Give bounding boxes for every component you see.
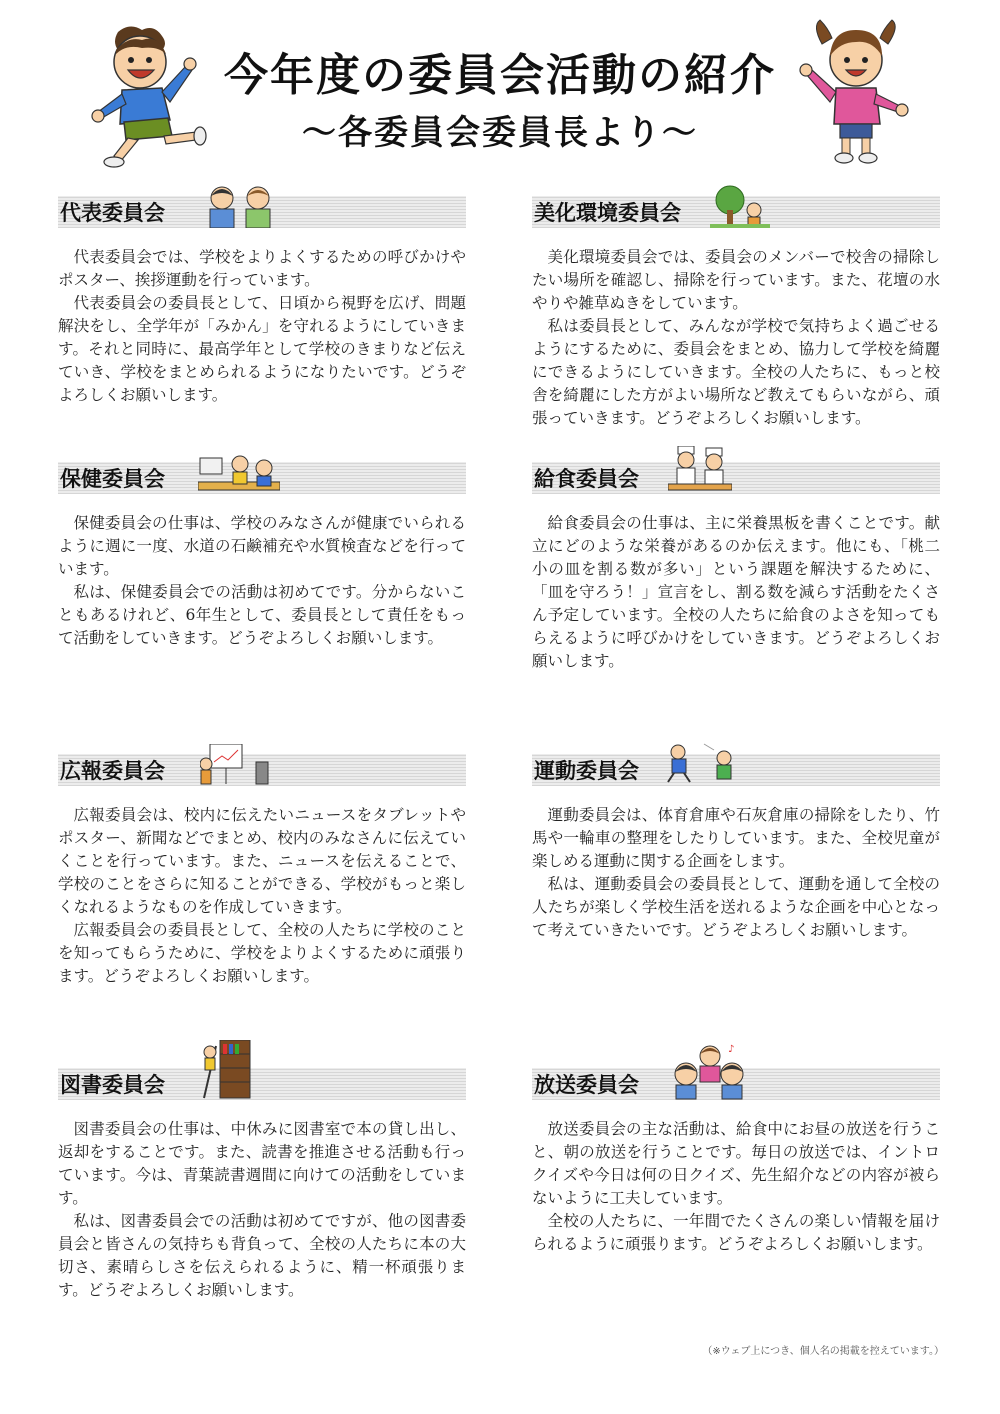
paragraph: 全校の人たちに、一年間でたくさんの楽しい情報を届けられるように頑張ります。どうぞよろしくお願いします。 <box>532 1212 940 1253</box>
paragraph: 代表委員会では、学校をよりよくするための呼びかけやポスター、挨拶運動を行っています。 <box>58 248 466 289</box>
section-daihyo <box>58 196 466 407</box>
section-title: 保健委員会 <box>60 467 165 491</box>
tree-and-child-icon <box>710 184 770 228</box>
section-body <box>532 246 940 430</box>
section-header <box>532 1044 940 1100</box>
presentation-board-icon <box>200 744 270 786</box>
paragraph: 保健委員会の仕事は、学校のみなさんが健康でいられるように週に一度、水道の石鹸補充や水質検査などを行っています。 <box>58 514 466 578</box>
paragraph: 広報委員会は、校内に伝えたいニュースをタブレットやポスター、新聞などでまとめ、校内のみなさんに伝えていくことを行っています。また、ニュースを伝えることで、学校のことをさらに知ることができる、学校がもっと楽しくなれるようなものを作成していきます。 <box>58 806 466 916</box>
section-title: 給食委員会 <box>534 467 639 491</box>
section-koho <box>58 754 466 988</box>
jumping-kids-icon <box>664 742 740 786</box>
footnote: （※ウェブ上につき、個人名の掲載を控えています。） <box>702 1346 944 1357</box>
section-undo <box>532 754 940 942</box>
paragraph: 給食委員会の仕事は、主に栄養黒板を書くことです。献立にどのような栄養があるのか伝えます。他にも、「桃二小の皿を割る数が多い」という課題を解決するために、「皿を守ろう！」宣言をし、割る数を減らす活動をたくさん予定しています。全校の人たちに給食のよさを知ってもらえるように呼びかけをしていきます。どうぞよろしくお願いします。 <box>532 514 940 670</box>
section-header <box>58 196 466 228</box>
section-hoso <box>532 1044 940 1256</box>
paragraph: 図書委員会の仕事は、中休みに図書室で本の貸し出し、返却をすることです。また、読書を推進させる活動も行っています。今は、青葉読書週間に向けての活動をしています。 <box>58 1120 466 1207</box>
section-body <box>58 246 466 407</box>
section-title: 運動委員会 <box>534 759 639 783</box>
paragraph: 運動委員会は、体育倉庫や石灰倉庫の掃除をしたり、竹馬や一輪車の整理をしたりしています。また、全校児童が楽しめる運動に関する企画をします。 <box>532 806 940 870</box>
section-kyushoku <box>532 462 940 673</box>
girl-waving-icon <box>792 14 922 164</box>
handwashing-students-icon <box>198 454 280 494</box>
section-body <box>532 804 940 942</box>
section-title: 美化環境委員会 <box>534 201 681 225</box>
singing-kids-icon <box>672 1044 748 1100</box>
section-bika <box>532 196 940 430</box>
section-body <box>58 1118 466 1302</box>
section-body <box>532 512 940 673</box>
paragraph: 私は、保健委員会での活動は初めてです。分からないこともあるけれど、6年生として、委員長として責任をもって活動をしていきます。どうぞよろしくお願いします。 <box>58 583 466 647</box>
two-students-talking-icon <box>200 182 284 228</box>
section-body <box>58 512 466 650</box>
section-header <box>532 754 940 786</box>
section-title: 放送委員会 <box>534 1073 639 1097</box>
section-header <box>532 462 940 494</box>
paragraph: 私は委員長として、みんなが学校で気持ちよく過ごせるようにするために、委員会をまとめ、協力して学校を綺麗にできるようにしていきます。全校の人たちに、もっと校舎を綺麗にした方がよい場所など教えてもらいながら、頑張っていきます。どうぞよろしくお願いします。 <box>532 317 940 427</box>
paragraph: 広報委員会の委員長として、全校の人たちに学校のことを知ってもらうために、学校をよりよくするために頑張ります。どうぞよろしくお願いします。 <box>58 921 466 985</box>
lunch-servers-icon <box>668 446 732 494</box>
section-body <box>58 804 466 988</box>
page-title: 今年度の委員会活動の紹介 <box>224 50 776 101</box>
section-header <box>58 1068 466 1100</box>
paragraph: 放送委員会の主な活動は、給食中にお昼の放送を行うこと、朝の放送を行うことです。毎日の放送では、イントロクイズや今日は何の日クイズ、先生紹介などの内容が被らないように工夫しています。 <box>532 1120 940 1207</box>
bookshelf-ladder-icon <box>198 1040 254 1100</box>
svg-text:♪: ♪ <box>728 1044 735 1055</box>
section-tosho <box>58 1068 466 1302</box>
paragraph: 美化環境委員会では、委員会のメンバーで校舎の掃除したい場所を確認し、掃除を行っています。また、花壇の水やりや雑草ぬきをしています。 <box>532 248 940 312</box>
page-subtitle: ～各委員会委員長より～ <box>302 113 698 153</box>
section-body <box>532 1118 940 1256</box>
section-header <box>58 462 466 494</box>
section-title: 図書委員会 <box>60 1073 165 1097</box>
jumping-boy-icon <box>78 20 208 170</box>
section-hoken <box>58 462 466 650</box>
section-header <box>532 196 940 228</box>
paragraph: 代表委員会の委員長として、日頃から視野を広げ、問題解決をし、全学年が「みかん」を守れるようにしていきます。それと同時に、最高学年として学校のきまりなど伝えていき、学校をまとめられるようになりたいです。どうぞよろしくお願いします。 <box>58 294 466 404</box>
section-title: 広報委員会 <box>60 759 165 783</box>
paragraph: 私は、運動委員会の委員長として、運動を通して全校の人たちが楽しく学校生活を送れるような企画を中心となって考えていきたいです。どうぞよろしくお願いします。 <box>532 875 940 939</box>
section-header <box>58 754 466 786</box>
section-title: 代表委員会 <box>60 201 165 225</box>
paragraph: 私は、図書委員会での活動は初めてですが、他の図書委員会と皆さんの気持ちも背負って、全校の人たちに本の大切さ、素晴らしさを伝えられるように、精一杯頑張ります。どうぞよろしくお願いします。 <box>58 1212 466 1299</box>
